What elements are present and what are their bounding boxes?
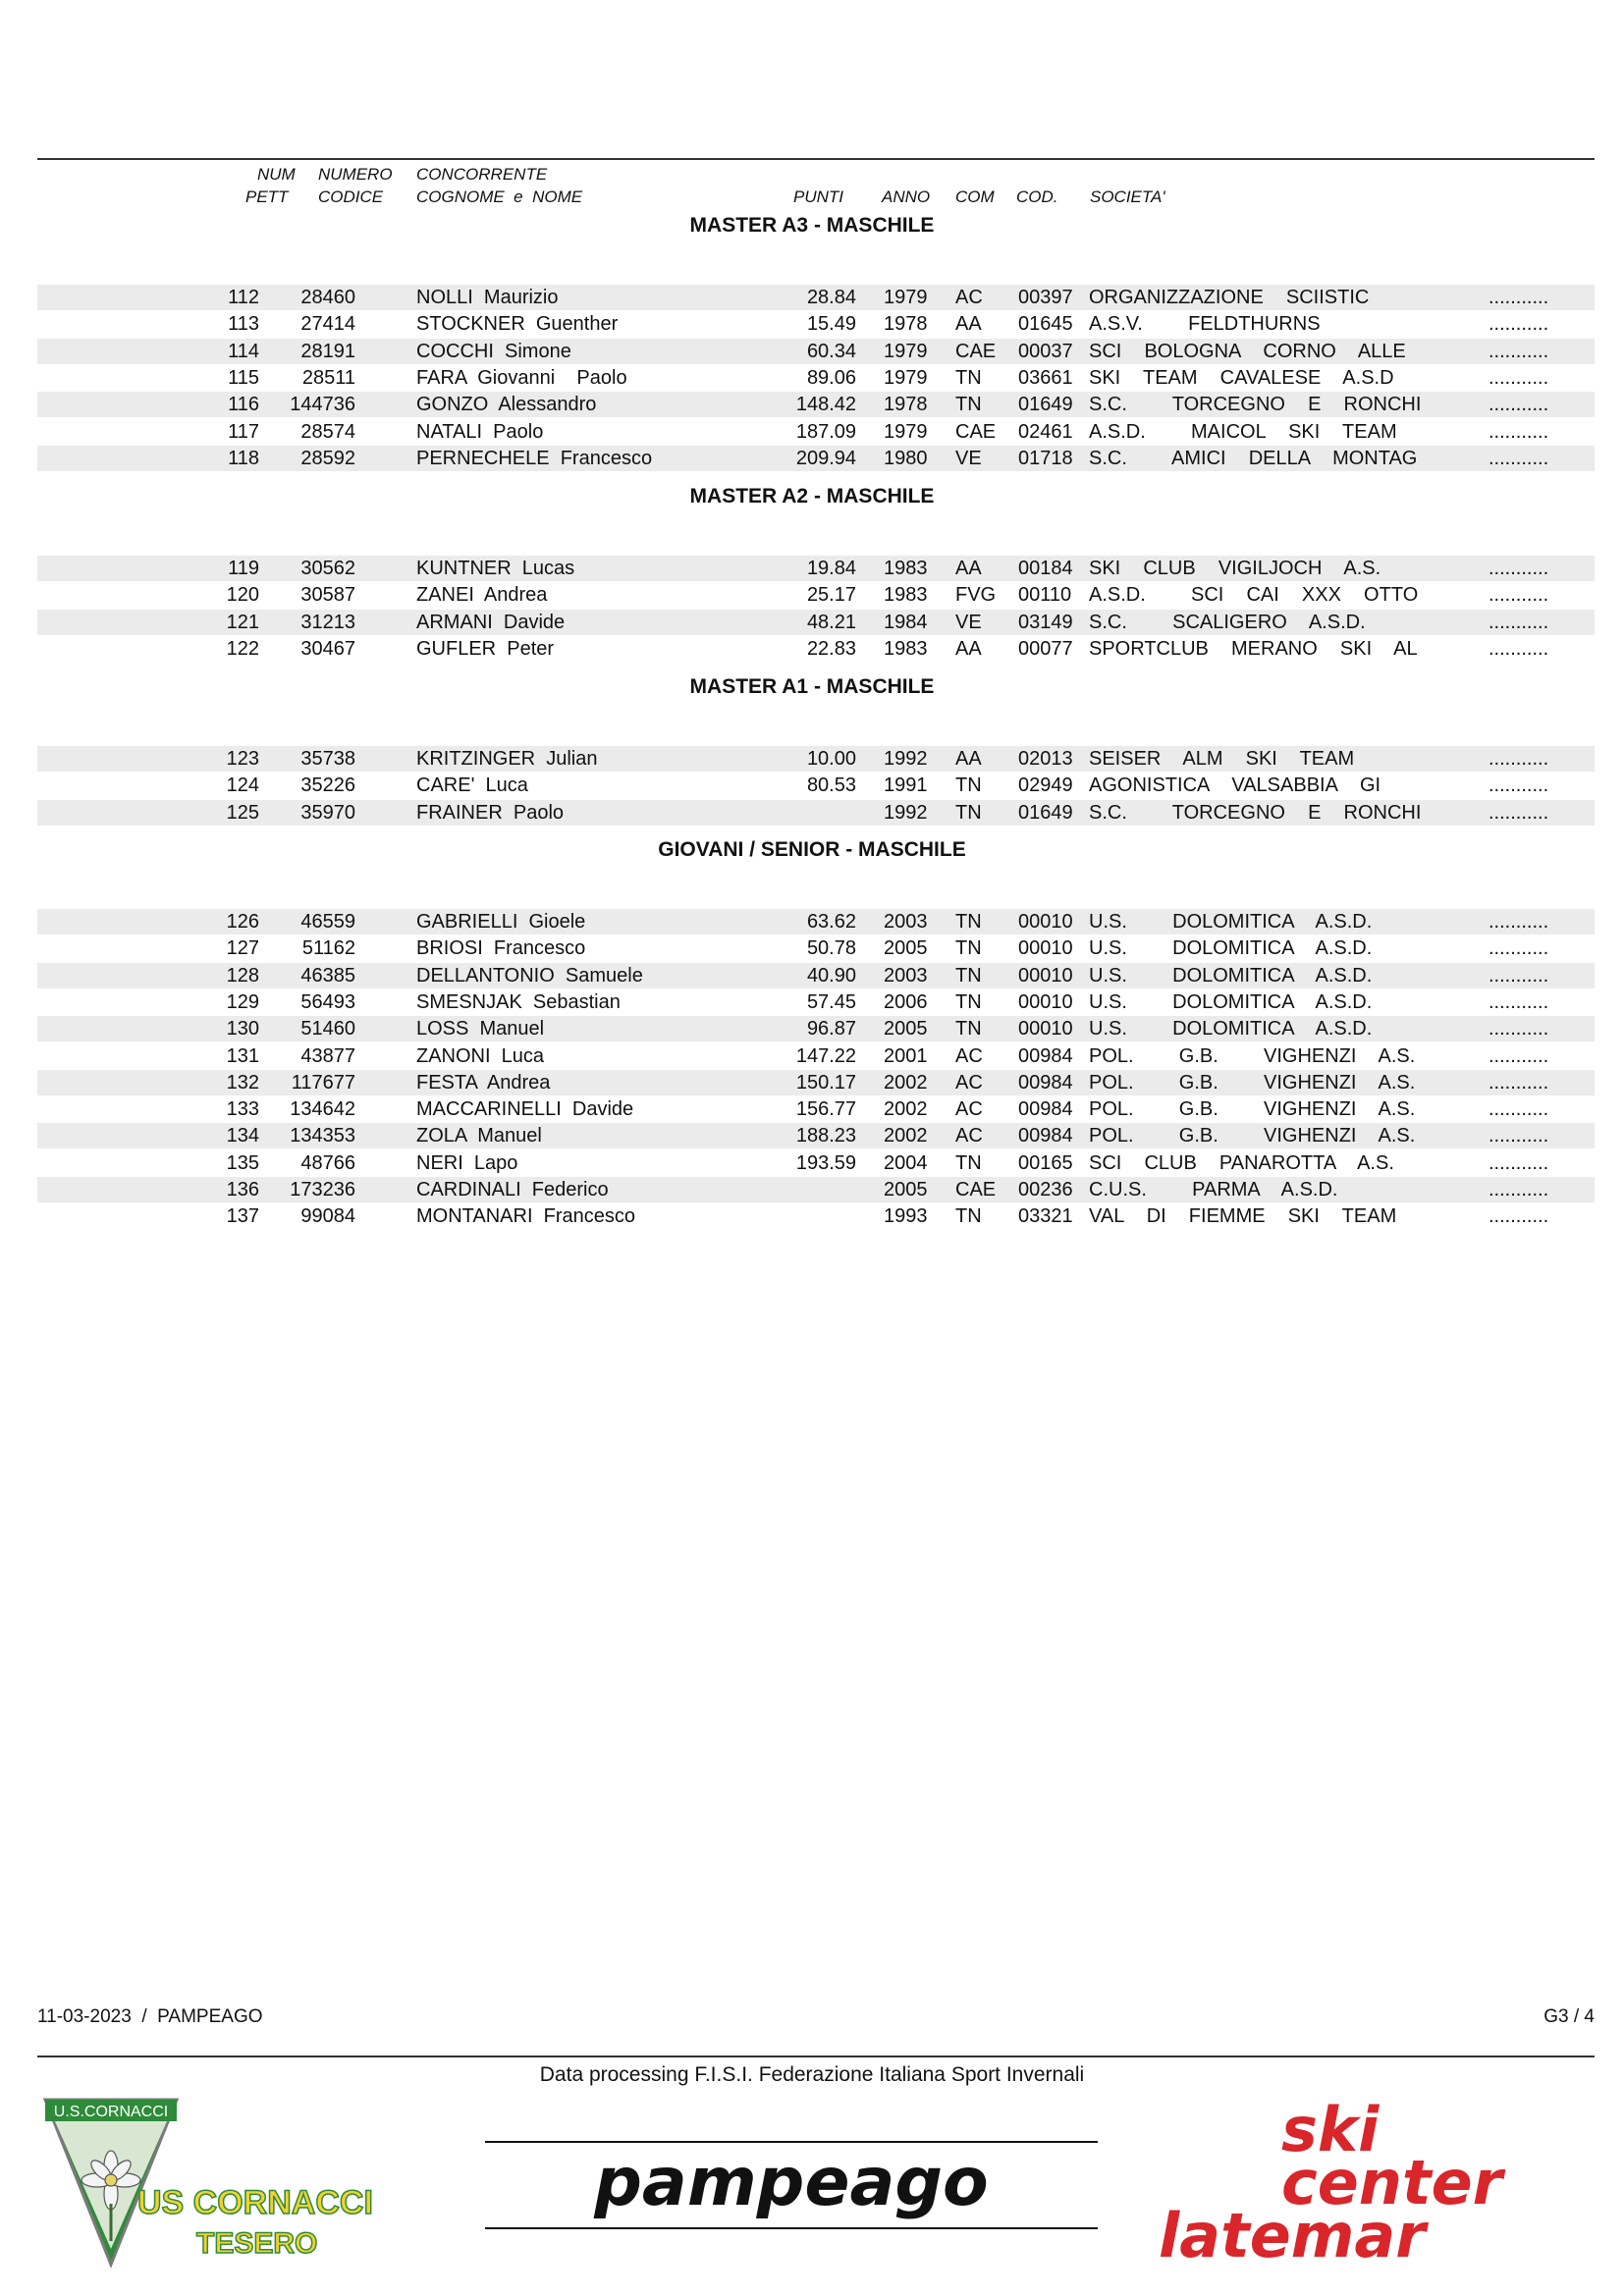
pett-cell: 118 [228, 447, 259, 469]
club-name: U.S. DOLOMITICA A.S.D. [1089, 990, 1373, 1013]
table-row [37, 1203, 1595, 1229]
year-cell: 2003 [884, 911, 928, 933]
pett-cell: 131 [226, 1044, 259, 1067]
section-title: MASTER A3 - MASCHILE [689, 214, 935, 237]
club-code-cell: 00010 [1018, 1018, 1073, 1041]
placeholder-dots: ........... [1489, 911, 1549, 933]
club-name: AGONISTICA VALSABBIA GI [1089, 774, 1381, 797]
competitor-name: ZOLA Manuel [416, 1125, 542, 1148]
competitor-name: KRITZINGER Julian [416, 748, 598, 770]
table-row [37, 1043, 1595, 1069]
club-name: U.S. DOLOMITICA A.S.D. [1089, 937, 1373, 960]
committee-cell: AC [955, 287, 983, 308]
footer-rule [37, 2056, 1595, 2057]
footer-date-place: 11-03-2023 / PAMPEAGO [37, 2006, 263, 2027]
committee-cell: AA [955, 637, 982, 660]
pett-cell: 137 [226, 1205, 259, 1228]
table-row [37, 1150, 1595, 1176]
club-name: SCI BOLOGNA CORNO ALLE [1089, 340, 1406, 362]
competitor-name: NERI Lapo [416, 1151, 518, 1174]
placeholder-dots: ........... [1489, 1205, 1549, 1228]
year-cell: 1979 [884, 366, 928, 389]
club-code-cell: 01649 [1018, 801, 1073, 824]
club-name: SCI CLUB PANAROTTA A.S. [1089, 1151, 1394, 1174]
table-row [37, 1123, 1595, 1148]
competitor-name: DELLANTONIO Samuele [416, 964, 643, 987]
header-anno: ANNO [882, 187, 931, 206]
year-cell: 1978 [884, 313, 928, 336]
club-name: SKI TEAM CAVALESE A.S.D [1089, 366, 1394, 389]
club-name: U.S. DOLOMITICA A.S.D. [1089, 911, 1373, 933]
placeholder-dots: ........... [1489, 990, 1549, 1013]
year-cell: 1992 [884, 801, 928, 824]
table-row [37, 1177, 1595, 1202]
club-name: S.C. SCALIGERO A.S.D. [1089, 611, 1366, 633]
committee-cell: CAE [955, 340, 997, 362]
club-code-cell: 03321 [1018, 1205, 1073, 1228]
footer-page-number: G3 / 4 [1543, 2006, 1595, 2027]
code-cell: 46385 [300, 964, 355, 987]
pett-cell: 115 [228, 366, 259, 389]
competitor-name: ARMANI Davide [416, 611, 566, 633]
placeholder-dots: ........... [1489, 637, 1549, 660]
pett-cell: 120 [226, 584, 259, 607]
competitor-name: ZANONI Luca [416, 1044, 545, 1067]
competitor-name: CARDINALI Federico [416, 1179, 609, 1201]
competitor-name: NATALI Paolo [416, 420, 544, 443]
club-name: VAL DI FIEMME SKI TEAM [1089, 1205, 1397, 1228]
committee-cell: CAE [955, 420, 997, 443]
points-cell: 148.42 [795, 394, 856, 416]
points-cell: 48.21 [806, 611, 856, 633]
club-code-cell: 00397 [1018, 287, 1073, 308]
club-code-cell: 00165 [1018, 1151, 1073, 1174]
competitor-name: PERNECHELE Francesco [416, 447, 653, 469]
year-cell: 1983 [884, 584, 928, 607]
club-name: C.U.S. PARMA A.S.D. [1089, 1179, 1338, 1201]
table-row [37, 285, 1595, 310]
committee-cell: VE [955, 447, 982, 469]
club-code-cell: 00010 [1018, 964, 1073, 987]
club-code-cell: 01649 [1018, 394, 1073, 416]
year-cell: 2005 [884, 1179, 928, 1201]
points-cell: 10.00 [806, 748, 856, 770]
club-code-cell: 00984 [1018, 1098, 1073, 1121]
code-cell: 173236 [290, 1179, 355, 1201]
year-cell: 2004 [884, 1151, 928, 1174]
pett-cell: 121 [226, 611, 259, 633]
table-row [37, 963, 1595, 988]
code-cell: 56493 [300, 990, 355, 1013]
table-row [37, 556, 1595, 581]
points-cell: 150.17 [795, 1071, 856, 1094]
table-row [37, 746, 1595, 772]
pett-cell: 114 [228, 340, 259, 362]
code-cell: 30562 [300, 558, 355, 579]
pett-cell: 132 [226, 1071, 259, 1094]
placeholder-dots: ........... [1489, 340, 1549, 362]
header-cognome-nome: COGNOME e NOME [416, 187, 583, 206]
section-title: MASTER A1 - MASCHILE [689, 675, 935, 698]
points-cell: 89.06 [806, 366, 856, 389]
club-code-cell: 00010 [1018, 911, 1073, 933]
code-cell: 35738 [300, 748, 355, 770]
header-num: NUM [257, 165, 296, 184]
pett-cell: 130 [226, 1018, 259, 1041]
pett-cell: 134 [226, 1125, 259, 1148]
code-cell: 30587 [300, 584, 355, 607]
year-cell: 2002 [884, 1098, 928, 1121]
year-cell: 1978 [884, 394, 928, 416]
competitor-name: MONTANARI Francesco [416, 1205, 635, 1228]
committee-cell: AC [955, 1098, 983, 1121]
placeholder-dots: ........... [1489, 937, 1549, 960]
club-code-cell: 00236 [1018, 1179, 1073, 1201]
placeholder-dots: ........... [1489, 1018, 1549, 1041]
header-pett: PETT [245, 187, 289, 206]
code-cell: 48766 [300, 1151, 355, 1174]
placeholder-dots: ........... [1489, 748, 1549, 770]
header-societa: SOCIETA' [1090, 187, 1165, 206]
club-name: SKI CLUB VIGILJOCH A.S. [1089, 558, 1381, 579]
header-codice: CODICE [318, 187, 384, 206]
table-row [37, 610, 1595, 635]
committee-cell: TN [955, 911, 982, 933]
club-code-cell: 01645 [1018, 313, 1073, 336]
points-cell: 50.78 [806, 937, 856, 960]
table-row [37, 909, 1595, 934]
points-cell: 28.84 [806, 287, 856, 308]
competitor-name: GONZO Alessandro [416, 394, 597, 416]
section-title: MASTER A2 - MASCHILE [689, 485, 935, 507]
pett-cell: 125 [226, 801, 259, 824]
club-code-cell: 01718 [1018, 447, 1073, 469]
table-row [37, 582, 1595, 608]
club-name: A.S.D. SCI CAI XXX OTTO [1089, 584, 1419, 607]
committee-cell: TN [955, 1018, 982, 1041]
code-cell: 35226 [300, 774, 355, 797]
club-code-cell: 02949 [1018, 774, 1073, 797]
table-row [37, 800, 1595, 826]
us-cornacci-logo [39, 2096, 452, 2272]
code-cell: 28574 [300, 420, 355, 443]
pett-cell: 119 [228, 558, 259, 579]
ski-center-word-3: latemar [1159, 2200, 1426, 2271]
code-cell: 28511 [301, 366, 355, 389]
committee-cell: TN [955, 801, 982, 824]
placeholder-dots: ........... [1489, 313, 1549, 336]
committee-cell: AA [955, 748, 982, 770]
competitor-name: COCCHI Simone [416, 340, 571, 362]
committee-cell: TN [955, 990, 982, 1013]
competitor-name: GABRIELLI Gioele [416, 911, 586, 933]
points-cell: 19.84 [806, 558, 856, 579]
committee-cell: TN [955, 964, 982, 987]
table-row [37, 989, 1595, 1015]
committee-cell: AC [955, 1125, 983, 1148]
points-cell: 25.17 [806, 584, 856, 607]
year-cell: 2002 [884, 1071, 928, 1094]
year-cell: 1979 [884, 287, 928, 308]
placeholder-dots: ........... [1489, 558, 1549, 579]
table-row [37, 636, 1595, 662]
placeholder-dots: ........... [1489, 287, 1549, 308]
points-cell: 193.59 [795, 1151, 856, 1174]
committee-cell: TN [955, 1151, 982, 1174]
club-code-cell: 02461 [1018, 420, 1073, 443]
pett-cell: 127 [226, 937, 259, 960]
pett-cell: 112 [228, 287, 259, 308]
club-code-cell: 00010 [1018, 990, 1073, 1013]
code-cell: 144736 [290, 394, 355, 416]
points-cell: 15.49 [806, 313, 856, 336]
pett-cell: 123 [226, 748, 259, 770]
code-cell: 43877 [300, 1044, 355, 1067]
year-cell: 2005 [884, 937, 928, 960]
code-cell: 27414 [300, 313, 355, 336]
committee-cell: AA [955, 313, 982, 336]
club-code-cell: 00984 [1018, 1044, 1073, 1067]
club-name: POL. G.B. VIGHENZI A.S. [1089, 1044, 1416, 1067]
code-cell: 134642 [290, 1098, 355, 1121]
year-cell: 1993 [884, 1205, 928, 1228]
header-concorrente: CONCORRENTE [416, 165, 548, 184]
competitor-name: NOLLI Maurizio [416, 287, 559, 308]
year-cell: 1979 [884, 340, 928, 362]
ski-center-latemar-logo [1159, 2096, 1591, 2272]
table-row [37, 339, 1595, 364]
year-cell: 1979 [884, 420, 928, 443]
ski-center-word-2: center [1281, 2147, 1503, 2218]
footer-data-processing: Data processing F.I.S.I. Federazione Italiana Sport Invernali [539, 2063, 1085, 2086]
club-name: POL. G.B. VIGHENZI A.S. [1089, 1125, 1416, 1148]
header-cod: COD. [1016, 187, 1058, 206]
competitor-name: CARE' Luca [416, 774, 528, 797]
table-row [37, 392, 1595, 417]
competitor-name: MACCARINELLI Davide [416, 1098, 634, 1121]
placeholder-dots: ........... [1489, 611, 1549, 633]
year-cell: 1991 [884, 774, 928, 797]
club-code-cell: 00037 [1018, 340, 1073, 362]
club-code-cell: 02013 [1018, 748, 1073, 770]
placeholder-dots: ........... [1489, 1071, 1549, 1094]
points-cell: 60.34 [806, 340, 856, 362]
table-row [37, 935, 1595, 961]
points-cell: 80.53 [806, 774, 856, 797]
code-cell: 117677 [291, 1071, 355, 1094]
placeholder-dots: ........... [1489, 420, 1549, 443]
table-row [37, 1070, 1595, 1095]
cornacci-top-text: U.S.CORNACCI [53, 2104, 169, 2120]
code-cell: 46559 [300, 911, 355, 933]
club-code-cell: 00984 [1018, 1125, 1073, 1148]
club-code-cell: 00010 [1018, 937, 1073, 960]
pampeago-text: pampeago [594, 2144, 989, 2221]
points-cell: 156.77 [795, 1098, 856, 1121]
year-cell: 1983 [884, 558, 928, 579]
code-cell: 31213 [300, 611, 355, 633]
club-name: ORGANIZZAZIONE SCIISTIC [1089, 287, 1370, 308]
header-numero: NUMERO [318, 165, 393, 184]
table-row [37, 311, 1595, 337]
competitor-name: BRIOSI Francesco [416, 937, 586, 960]
placeholder-dots: ........... [1489, 447, 1549, 469]
code-cell: 28460 [300, 287, 355, 308]
points-cell: 147.22 [795, 1044, 856, 1067]
year-cell: 2001 [884, 1044, 928, 1067]
points-cell: 187.09 [795, 420, 856, 443]
code-cell: 35970 [300, 801, 355, 824]
pett-cell: 129 [226, 990, 259, 1013]
pett-cell: 124 [226, 774, 259, 797]
section-title: GIOVANI / SENIOR - MASCHILE [658, 838, 966, 861]
club-name: POL. G.B. VIGHENZI A.S. [1089, 1098, 1416, 1121]
code-cell: 28191 [300, 340, 355, 362]
points-cell: 209.94 [795, 447, 856, 469]
year-cell: 1992 [884, 748, 928, 770]
year-cell: 2006 [884, 990, 928, 1013]
pampeago-logo [483, 2138, 1102, 2236]
placeholder-dots: ........... [1489, 1179, 1549, 1201]
table-row [37, 446, 1595, 471]
placeholder-dots: ........... [1489, 366, 1549, 389]
table-row [37, 365, 1595, 391]
pett-cell: 133 [226, 1098, 259, 1121]
pett-cell: 116 [228, 394, 259, 416]
placeholder-dots: ........... [1489, 801, 1549, 824]
cornacci-name-text: US CORNACCI [137, 2184, 373, 2221]
pett-cell: 135 [226, 1151, 259, 1174]
code-cell: 28592 [300, 447, 355, 469]
club-name: SEISER ALM SKI TEAM [1089, 748, 1355, 770]
code-cell: 99084 [300, 1205, 355, 1228]
pett-cell: 128 [226, 964, 259, 987]
ski-center-word-1: ski [1281, 2096, 1380, 2165]
committee-cell: TN [955, 937, 982, 960]
table-row [37, 1096, 1595, 1122]
committee-cell: AA [955, 558, 982, 579]
points-cell: 63.62 [806, 911, 856, 933]
competitor-name: LOSS Manuel [416, 1018, 545, 1041]
table-row [37, 773, 1595, 798]
placeholder-dots: ........... [1489, 1125, 1549, 1148]
table-row [37, 419, 1595, 445]
points-cell: 188.23 [795, 1125, 856, 1148]
club-name: A.S.D. MAICOL SKI TEAM [1089, 420, 1397, 443]
pett-cell: 136 [226, 1179, 259, 1201]
points-cell: 57.45 [806, 990, 856, 1013]
club-code-cell: 00077 [1018, 637, 1073, 660]
committee-cell: TN [955, 366, 982, 389]
placeholder-dots: ........... [1489, 394, 1549, 416]
year-cell: 2005 [884, 1018, 928, 1041]
year-cell: 1980 [884, 447, 928, 469]
year-cell: 1983 [884, 637, 928, 660]
club-name: S.C. TORCEGNO E RONCHI [1089, 394, 1422, 416]
year-cell: 1984 [884, 611, 928, 633]
code-cell: 51460 [300, 1018, 355, 1041]
placeholder-dots: ........... [1489, 964, 1549, 987]
pett-cell: 117 [228, 420, 259, 443]
pett-cell: 122 [226, 637, 259, 660]
placeholder-dots: ........... [1489, 1098, 1549, 1121]
year-cell: 2002 [884, 1125, 928, 1148]
competitor-name: FRAINER Paolo [416, 801, 565, 824]
committee-cell: TN [955, 774, 982, 797]
committee-cell: FVG [955, 584, 997, 607]
committee-cell: TN [955, 394, 982, 416]
code-cell: 51162 [301, 937, 355, 960]
cornacci-town-text: TESERO [196, 2227, 318, 2260]
competitor-name: STOCKNER Guenther [416, 313, 619, 336]
club-name: POL. G.B. VIGHENZI A.S. [1089, 1071, 1416, 1094]
committee-cell: AC [955, 1071, 983, 1094]
points-cell: 22.83 [806, 637, 856, 660]
club-name: S.C. TORCEGNO E RONCHI [1089, 801, 1422, 824]
club-code-cell: 00184 [1018, 558, 1073, 579]
competitor-name: FESTA Andrea [416, 1071, 551, 1094]
code-cell: 134353 [290, 1125, 355, 1148]
club-code-cell: 03149 [1018, 611, 1073, 633]
year-cell: 2003 [884, 964, 928, 987]
club-name: U.S. DOLOMITICA A.S.D. [1089, 964, 1373, 987]
placeholder-dots: ........... [1489, 1151, 1549, 1174]
committee-cell: TN [955, 1205, 982, 1228]
competitor-name: GUFLER Peter [416, 637, 555, 660]
competitor-name: KUNTNER Lucas [416, 558, 575, 579]
competitor-name: SMESNJAK Sebastian [416, 990, 621, 1013]
competitor-name: FARA Giovanni Paolo [416, 366, 627, 389]
placeholder-dots: ........... [1489, 1044, 1549, 1067]
committee-cell: VE [955, 611, 982, 633]
points-cell: 40.90 [806, 964, 856, 987]
placeholder-dots: ........... [1489, 584, 1549, 607]
club-name: S.C. AMICI DELLA MONTAG [1089, 447, 1418, 469]
committee-cell: CAE [955, 1179, 997, 1201]
club-code-cell: 03661 [1018, 366, 1073, 389]
placeholder-dots: ........... [1489, 774, 1549, 797]
club-code-cell: 00110 [1018, 584, 1072, 607]
table-row [37, 1016, 1595, 1041]
club-name: SPORTCLUB MERANO SKI AL [1089, 637, 1418, 660]
club-code-cell: 00984 [1018, 1071, 1073, 1094]
pett-cell: 113 [228, 313, 259, 336]
points-cell: 96.87 [806, 1018, 856, 1041]
club-name: A.S.V. FELDTHURNS [1089, 313, 1321, 336]
club-name: U.S. DOLOMITICA A.S.D. [1089, 1018, 1373, 1041]
top-rule [37, 158, 1595, 160]
committee-cell: AC [955, 1044, 983, 1067]
code-cell: 30467 [300, 637, 355, 660]
header-com: COM [955, 187, 995, 206]
header-punti: PUNTI [793, 187, 843, 206]
competitor-name: ZANEI Andrea [416, 584, 548, 607]
pett-cell: 126 [226, 911, 259, 933]
